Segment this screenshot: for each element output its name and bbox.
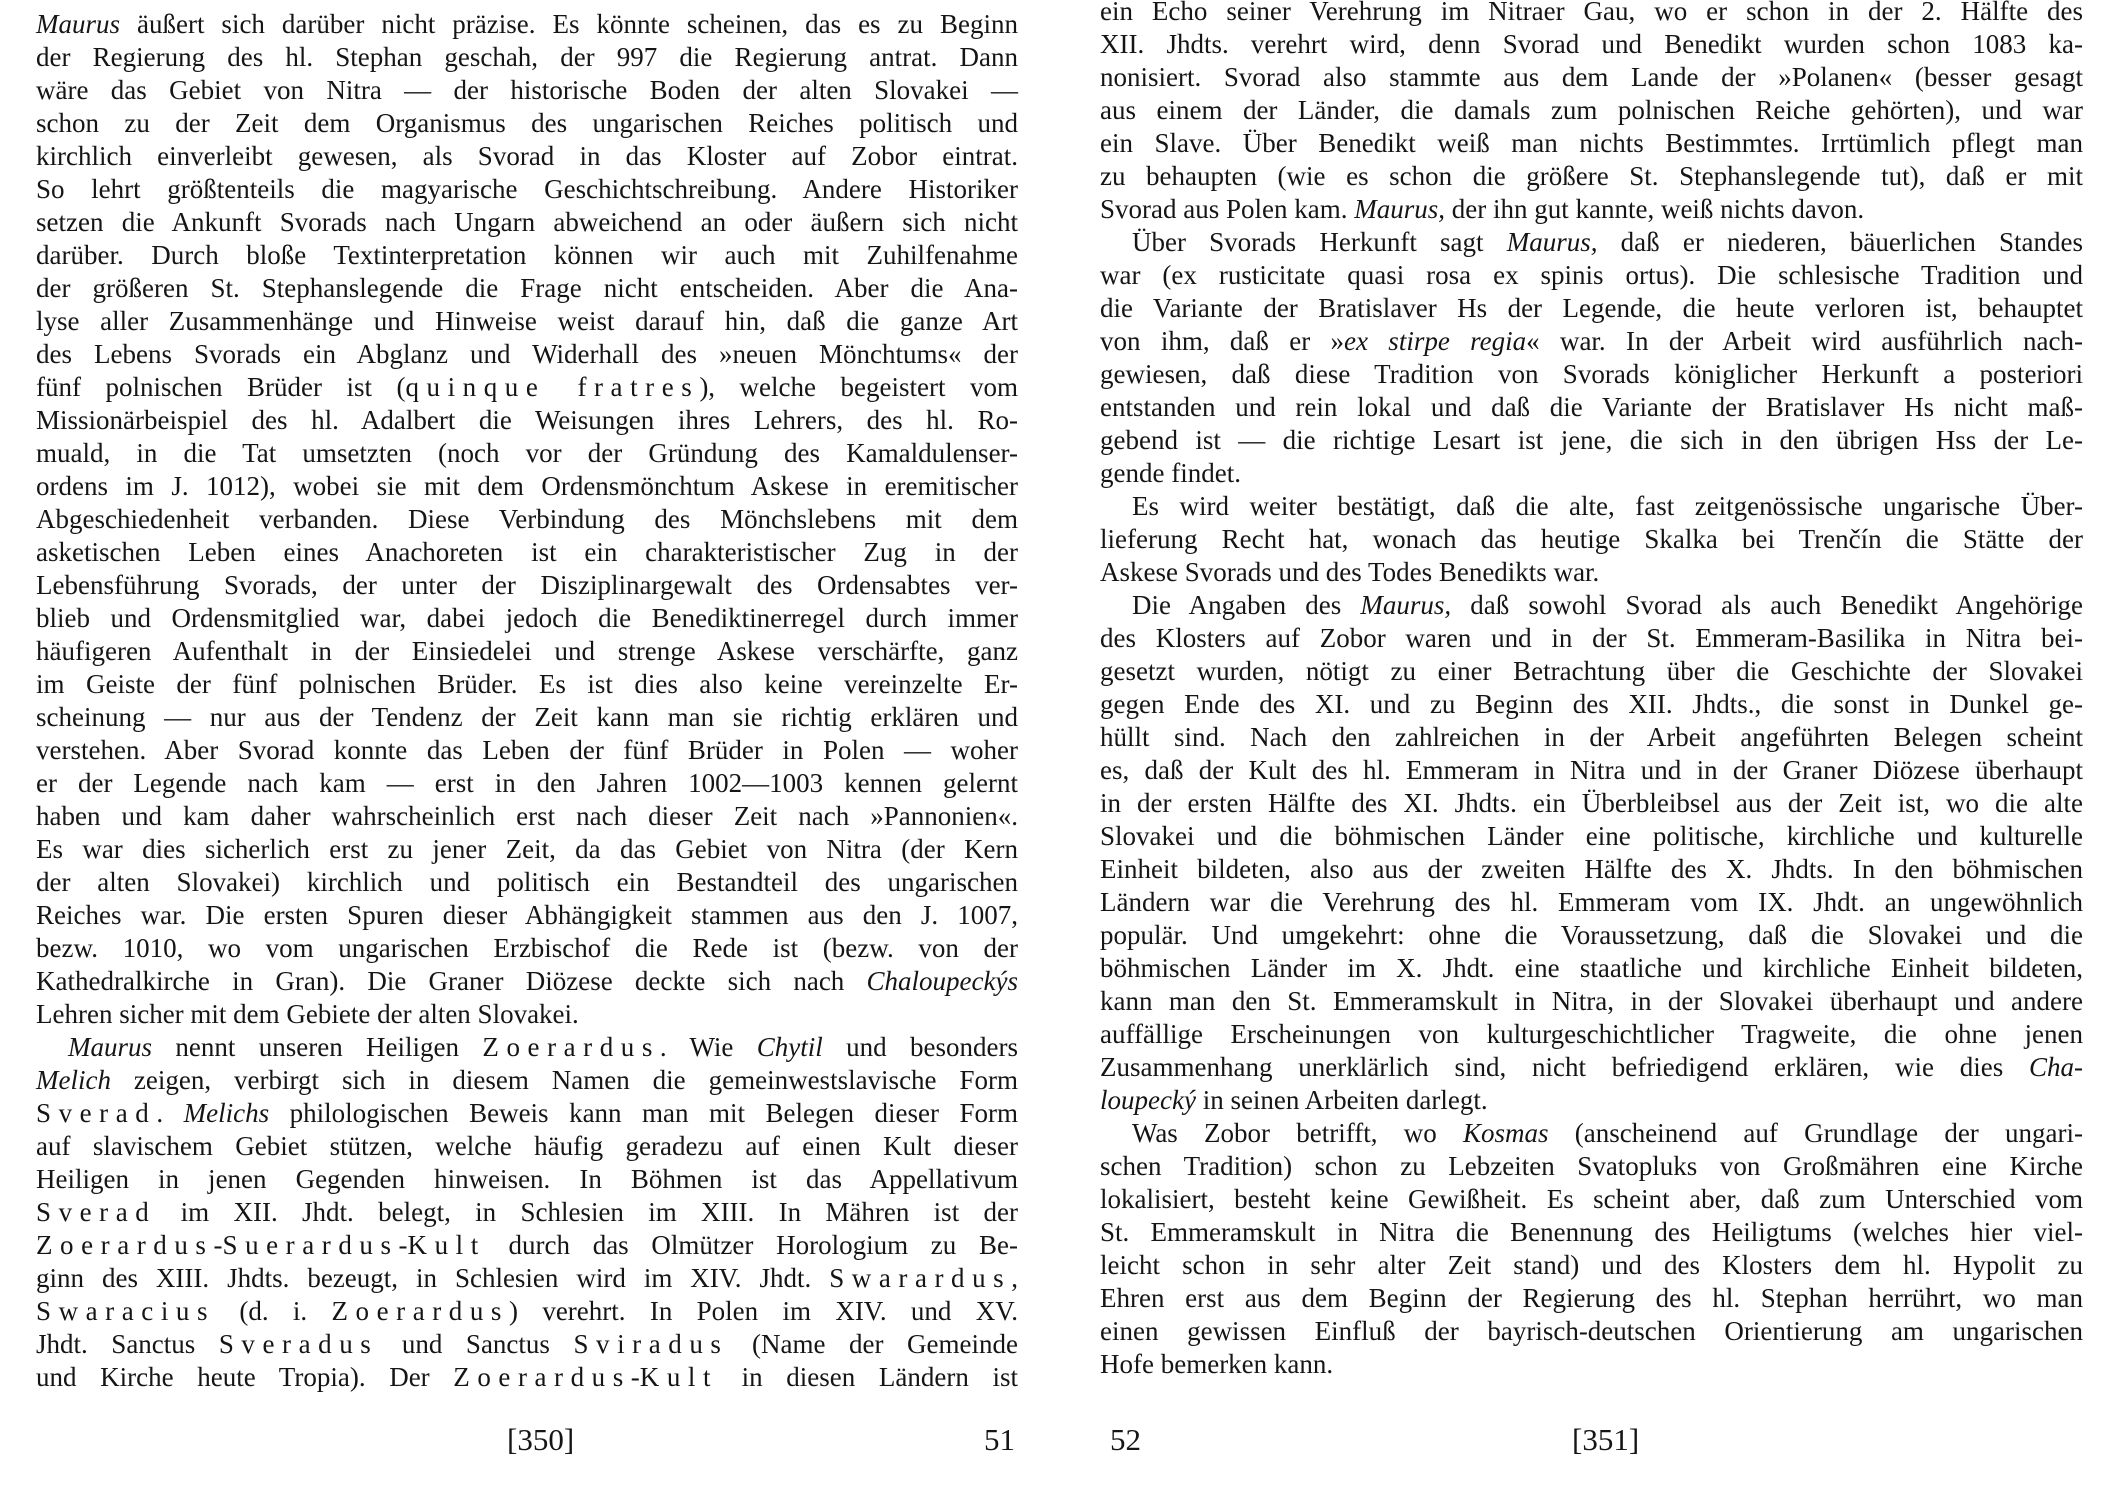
text-run: Zusammenhang unerklärlich sind, nicht befriedigend erklären, wie dies	[1100, 1052, 2029, 1082]
text-run: der alten Slovakei) kirchlich und politisch ein Bestandteil des ungarischen	[36, 867, 1018, 897]
text-run: aus einem der Länder, die damals zum polnischen Reiche gehörten), und war	[1100, 95, 2083, 125]
text-run: die Variante der Bratislaver Hs der Legende, die heute verloren ist, behauptet	[1100, 293, 2083, 323]
text-run: entstanden und rein lokal und daß die Variante der Bratislaver Hs nicht maß-	[1100, 392, 2083, 422]
text-run: gebend ist — die richtige Lesart ist jene, die sich in den übrigen Hss der Le-	[1100, 425, 2083, 455]
text-run: Es war dies sicherlich erst zu jener Zeit, da das Gebiet von Nitra (der Kern	[36, 834, 1018, 864]
italic-text: Maurus	[68, 1032, 153, 1062]
text-line	[1100, 292, 2083, 325]
text-run: war (ex rusticitate quasi rosa ex spinis ortus). Die schlesische Tradition und	[1100, 260, 2083, 290]
paragraph	[1100, 1117, 2083, 1381]
text-run: Über Svorads Herkunft sagt	[1132, 227, 1507, 257]
text-line	[36, 899, 1018, 932]
text-line	[36, 437, 1018, 470]
spaced-text: Zoerardus	[36, 1230, 214, 1260]
text-line	[1100, 919, 2083, 952]
text-line	[1100, 61, 2083, 94]
text-run: So lehrt größtenteils die magyarische Geschichtschreibung. Andere Historiker	[36, 174, 1018, 204]
text-line	[36, 206, 1018, 239]
italic-text: Maurus	[36, 9, 121, 39]
text-run: -	[630, 1362, 640, 1392]
text-line	[1100, 391, 2083, 424]
text-line	[36, 701, 1018, 734]
text-line	[1100, 523, 2083, 556]
text-line	[1100, 1183, 2083, 1216]
text-run: zeigen, verbirgt sich in diesem Namen die gemeinwestslavische Form	[110, 1065, 1018, 1095]
text-run: setzen die Ankunft Svorads nach Ungarn abweichend an oder äußern sich nicht	[36, 207, 1018, 237]
text-run: Einheit bildeten, also aus der zweiten Hälfte des X. Jhdts. In den böhmischen	[1100, 854, 2083, 884]
text-line	[1100, 358, 2083, 391]
text-run: hüllt sind. Nach den zahlreichen in der Arbeit angeführten Belegen scheint	[1100, 722, 2083, 752]
spaced-text: Sverad	[36, 1197, 157, 1227]
text-line	[1100, 1051, 2083, 1084]
text-line	[36, 404, 1018, 437]
text-line	[36, 998, 1018, 1031]
text-run: Was Zobor betrifft, wo	[1132, 1118, 1463, 1148]
spaced-text: Swarardus	[829, 1263, 1012, 1293]
text-run: der größeren St. Stephanslegende die Frage nicht entscheiden. Aber die Ana-	[36, 273, 1018, 303]
text-line	[36, 1361, 1018, 1394]
text-line	[1100, 94, 2083, 127]
left-page-bracket-number: [350]	[507, 1422, 575, 1457]
text-line	[36, 932, 1018, 965]
text-line	[36, 470, 1018, 503]
text-run: wäre das Gebiet von Nitra — der historische Boden der alten Slovakei —	[36, 75, 1018, 105]
text-line	[36, 371, 1018, 404]
text-run: muald, in die Tat umsetzten (noch vor der Gründung des Kamaldulenser-	[36, 438, 1018, 468]
text-run: häufigeren Aufenthalt in der Einsiedelei und strenge Askese verschärfte, ganz	[36, 636, 1018, 666]
text-line	[36, 107, 1018, 140]
text-run: verstehen. Aber Svorad konnte das Leben der fünf Brüder in Polen — woher	[36, 735, 1018, 765]
text-line	[1100, 1150, 2083, 1183]
paragraph	[1100, 490, 2083, 589]
text-run: scheinung — nur aus der Tendenz der Zeit kann man sie richtig erklären und	[36, 702, 1018, 732]
text-run: ordens im J. 1012), wobei sie mit dem Ordensmönchtum Askese in eremitischer	[36, 471, 1018, 501]
text-line	[36, 272, 1018, 305]
text-line	[36, 866, 1018, 899]
text-line	[1100, 820, 2083, 853]
italic-text: Chaloupeckýs	[866, 966, 1018, 996]
paragraph	[1100, 589, 2083, 1117]
paragraph	[36, 1031, 1018, 1394]
text-run: Missionärbeispiel des hl. Adalbert die Weisungen ihres Lehrers, des hl. Ro-	[36, 405, 1018, 435]
text-line	[1100, 490, 2083, 523]
text-line	[1100, 721, 2083, 754]
text-run: in der ersten Hälfte des XI. Jhdts. ein Überbleibsel aus der Zeit ist, wo die alte	[1100, 788, 2083, 818]
italic-text: Maurus,	[1354, 194, 1445, 224]
text-line	[1100, 457, 2083, 490]
text-line	[1100, 1216, 2083, 1249]
text-run: Es wird weiter bestätigt, daß die alte, fast zeitgenössische ungarische Über-	[1132, 491, 2083, 521]
text-line	[1100, 985, 2083, 1018]
text-run: -	[213, 1230, 223, 1260]
text-run: einen gewissen Einfluß der bayrisch-deutschen Orientierung am ungarischen	[1100, 1316, 2083, 1346]
text-run: äußert sich darüber nicht präzise. Es könnte scheinen, das es zu Beginn	[120, 9, 1018, 39]
text-run: Ländern war die Verehrung des hl. Emmeram vom IX. Jhdt. an ungewöhnlich	[1100, 887, 2083, 917]
text-run: Svorad aus Polen kam.	[1100, 194, 1355, 224]
text-line	[1100, 589, 2083, 622]
italic-text: Maurus,	[1360, 590, 1452, 620]
text-line	[1100, 1249, 2083, 1282]
text-run: Lebensführung Svorads, der unter der Disziplinargewalt des Ordensabtes ver-	[36, 570, 1018, 600]
text-run: (d. i.	[215, 1296, 332, 1326]
text-run: im XII. Jhdt. belegt, in Schlesien im XIII. In Mähren ist der	[156, 1197, 1018, 1227]
text-line	[1100, 259, 2083, 292]
text-line	[1100, 0, 2083, 28]
text-run: in seinen Arbeiten darlegt.	[1195, 1085, 1488, 1115]
italic-text: Chytil	[756, 1032, 823, 1062]
text-line	[1100, 1084, 2083, 1117]
text-run: und Sanctus	[378, 1329, 574, 1359]
text-line	[36, 1031, 1018, 1064]
italic-text: loupecký	[1100, 1085, 1196, 1115]
right-page-body	[1100, 0, 2083, 1381]
text-line	[36, 173, 1018, 206]
text-line	[1100, 127, 2083, 160]
text-run: fünf polnischen Brüder ist (	[36, 372, 406, 402]
text-line	[36, 1163, 1018, 1196]
italic-text: Maurus,	[1506, 227, 1598, 257]
text-line	[36, 8, 1018, 41]
spaced-text: Kult	[639, 1362, 719, 1392]
text-run: St. Emmeramskult in Nitra die Benennung des Heiligtums (welches hier viel-	[1100, 1217, 2083, 1247]
left-page-number: 51	[984, 1422, 1015, 1457]
text-line	[1100, 787, 2083, 820]
text-run: asketischen Leben eines Anachoreten ist ein charakteristischer Zug in der	[36, 537, 1018, 567]
text-run: XII. Jhdts. verehrt wird, denn Svorad und Benedikt wurden schon 1083 ka-	[1100, 29, 2083, 59]
text-line	[36, 1295, 1018, 1328]
text-line	[1100, 160, 2083, 193]
text-run: -	[398, 1230, 408, 1260]
text-line	[36, 1229, 1018, 1262]
text-run: leicht schon in sehr alter Zeit stand) und des Klosters dem hl. Hypolit zu	[1100, 1250, 2083, 1280]
text-line	[36, 1328, 1018, 1361]
text-line	[36, 635, 1018, 668]
text-line	[36, 569, 1018, 602]
spaced-text: Sveradus	[218, 1329, 379, 1359]
spaced-text: quinque fratres	[405, 372, 700, 402]
spaced-text: Zoerardus	[453, 1362, 631, 1392]
text-run: nennt unseren Heiligen	[152, 1032, 483, 1062]
text-run: « war. In der Arbeit wird ausführlich nach-	[1526, 326, 2083, 356]
text-line	[1100, 226, 2083, 259]
text-line	[36, 734, 1018, 767]
text-line	[36, 1130, 1018, 1163]
text-run: Slovakei und die böhmischen Länder eine politische, kirchliche und kulturelle	[1100, 821, 2083, 851]
text-run: daß sowohl Svorad als auch Benedikt Angehörige	[1451, 590, 2083, 620]
text-run: darüber. Durch bloße Textinterpretation können wir auch mit Zuhilfenahme	[36, 240, 1018, 270]
spaced-text: Swaracius	[36, 1296, 216, 1326]
text-run: des Lebens Svorads ein Abglanz und Widerhall des »neuen Mönchtums« der	[36, 339, 1018, 369]
italic-text: Kosmas	[1462, 1118, 1549, 1148]
italic-text: ex stirpe regia	[1344, 326, 1527, 356]
text-line	[1100, 424, 2083, 457]
text-run: Heiligen in jenen Gegenden hinweisen. In Böhmen ist das Appellativum	[36, 1164, 1018, 1194]
text-run: populär. Und umgekehrt: ohne die Voraussetzung, daß die Slovakei und die	[1100, 920, 2083, 950]
text-run: der Regierung des hl. Stephan geschah, der 997 die Regierung antrat. Dann	[36, 42, 1018, 72]
text-run: gende findet.	[1100, 458, 1241, 488]
spaced-text: Zoerardus	[331, 1296, 509, 1326]
text-run: . Wie	[659, 1032, 757, 1062]
text-line	[1100, 1018, 2083, 1051]
text-run: ), welche begeistert vom	[699, 372, 1018, 402]
text-line	[1100, 325, 2083, 358]
italic-text: Cha-	[2029, 1052, 2083, 1082]
text-run: daß er niederen, bäuerlichen Standes	[1597, 227, 2083, 257]
text-run: philologischen Beweis kann man mit Belegen dieser Form	[269, 1098, 1018, 1128]
text-run: ein Slave. Über Benedikt weiß man nichts Bestimmtes. Irrtümlich pflegt man	[1100, 128, 2083, 158]
text-line	[1100, 853, 2083, 886]
text-line	[36, 503, 1018, 536]
paragraph	[1100, 0, 2083, 226]
text-line	[1100, 1282, 2083, 1315]
text-run: lieferung Recht hat, wonach das heutige Skalka bei Trenčín die Stätte der	[1100, 524, 2083, 554]
text-run: böhmischen Länder im X. Jhdt. eine staatliche und kirchliche Einheit bildeten,	[1100, 953, 2083, 983]
text-run: ginn des XIII. Jhdts. bezeugt, in Schlesien wird im XIV. Jhdt.	[36, 1263, 830, 1293]
text-run: Ehren erst aus dem Beginn der Regierung des hl. Stephan herrührt, wo man	[1100, 1283, 2083, 1313]
text-line	[36, 140, 1018, 173]
italic-text: Melichs	[183, 1098, 270, 1128]
text-run: auf slavischem Gebiet stützen, welche häufig geradezu auf einen Kult dieser	[36, 1131, 1018, 1161]
text-line	[36, 965, 1018, 998]
text-line	[36, 239, 1018, 272]
text-line	[36, 536, 1018, 569]
text-run: Kathedralkirche in Gran). Die Graner Diözese deckte sich nach	[36, 966, 867, 996]
text-line	[36, 41, 1018, 74]
text-line	[1100, 952, 2083, 985]
text-run: durch das Olmützer Horologium zu Be-	[485, 1230, 1018, 1260]
text-run: Lehren sicher mit dem Gebiete der alten Slovakei.	[36, 999, 579, 1029]
text-line	[36, 338, 1018, 371]
text-line	[1100, 622, 2083, 655]
italic-text: Melich	[36, 1065, 111, 1095]
text-run: ) verehrt. In Polen im XIV. und XV.	[509, 1296, 1018, 1326]
text-line	[36, 1262, 1018, 1295]
text-run: gegen Ende des XI. und zu Beginn des XII. Jhdts., die sonst in Dunkel ge-	[1100, 689, 2083, 719]
text-run: Reiches war. Die ersten Spuren dieser Abhängigkeit stammen aus den J. 1007,	[36, 900, 1018, 930]
text-line	[1100, 1315, 2083, 1348]
text-run: er der Legende nach kam — erst in den Jahren 1002—1003 kennen gelernt	[36, 768, 1018, 798]
spaced-text: Zoerardus	[482, 1032, 660, 1062]
text-run: Jhdt. Sanctus	[36, 1329, 219, 1359]
text-run: kirchlich einverleibt gewesen, als Svorad in das Kloster auf Zobor eintrat.	[36, 141, 1018, 171]
spaced-text: Suerardus	[222, 1230, 399, 1260]
text-run: Askese Svorads und des Todes Benedikts war.	[1100, 557, 1600, 587]
text-line	[36, 1064, 1018, 1097]
left-page-body	[36, 8, 1018, 1394]
right-page-number: 52	[1110, 1422, 1141, 1457]
text-run: ein Echo seiner Verehrung im Nitraer Gau, wo er schon in der 2. Hälfte des	[1100, 0, 2083, 26]
text-run: .	[156, 1098, 184, 1128]
text-line	[36, 767, 1018, 800]
text-run: und Kirche heute Tropia). Der	[36, 1362, 454, 1392]
text-run: in diesen Ländern ist	[718, 1362, 1018, 1392]
paragraph	[1100, 226, 2083, 490]
text-line	[1100, 1117, 2083, 1150]
text-line	[36, 800, 1018, 833]
text-line	[36, 1196, 1018, 1229]
text-line	[1100, 688, 2083, 721]
text-line	[1100, 1348, 2083, 1381]
text-run: lokalisiert, besteht keine Gewißheit. Es scheint aber, daß zum Unterschied vom	[1100, 1184, 2083, 1214]
text-run: auffällige Erscheinungen von kulturgeschichtlicher Tragweite, die ohne jenen	[1100, 1019, 2083, 1049]
text-run: von ihm, daß er »	[1100, 326, 1345, 356]
text-run: es, daß der Kult des hl. Emmeram in Nitra und in der Graner Diözese überhaupt	[1100, 755, 2083, 785]
text-run: kann man den St. Emmeramskult in Nitra, in der Slovakei überhaupt und andere	[1100, 986, 2083, 1016]
text-run: Die Angaben des	[1132, 590, 1361, 620]
text-run: blieb und Ordensmitglied war, dabei jedoch die Benediktinerregel durch immer	[36, 603, 1018, 633]
text-line	[1100, 754, 2083, 787]
text-line	[36, 833, 1018, 866]
text-run: zu behaupten (wie es schon die größere St. Stephanslegende tut), daß er mit	[1100, 161, 2083, 191]
text-run: lyse aller Zusammenhänge und Hinweise weist darauf hin, daß die ganze Art	[36, 306, 1018, 336]
right-page-bracket-number: [351]	[1572, 1422, 1640, 1457]
text-run: schon zu der Zeit dem Organismus des ungarischen Reiches politisch und	[36, 108, 1018, 138]
text-run: ,	[1011, 1263, 1018, 1293]
text-run: Hofe bemerken kann.	[1100, 1349, 1334, 1379]
text-run: im Geiste der fünf polnischen Brüder. Es ist dies also keine vereinzelte Er-	[36, 669, 1018, 699]
text-run: und besonders	[822, 1032, 1018, 1062]
text-line	[1100, 193, 2083, 226]
text-run: der ihn gut kannte, weiß nichts davon.	[1445, 194, 1865, 224]
text-line	[1100, 556, 2083, 589]
text-run: (Name der Gemeinde	[728, 1329, 1018, 1359]
text-run: schen Tradition) schon zu Lebzeiten Svatopluks von Großmähren eine Kirche	[1100, 1151, 2083, 1181]
text-run: bezw. 1010, wo vom ungarischen Erzbischof die Rede ist (bezw. von der	[36, 933, 1018, 963]
text-line	[36, 602, 1018, 635]
text-line	[36, 305, 1018, 338]
text-run: gewiesen, daß diese Tradition von Svorads königlicher Herkunft a posteriori	[1100, 359, 2083, 389]
text-run: gesetzt wurden, nötigt zu einer Betrachtung über die Geschichte der Slovakei	[1100, 656, 2083, 686]
text-line	[36, 1097, 1018, 1130]
spaced-text: Sviradus	[573, 1329, 729, 1359]
text-line	[36, 74, 1018, 107]
text-line	[1100, 655, 2083, 688]
text-line	[36, 668, 1018, 701]
paragraph	[36, 8, 1018, 1031]
text-line	[1100, 28, 2083, 61]
spaced-text: Sverad	[36, 1098, 157, 1128]
text-run: des Klosters auf Zobor waren und in der St. Emmeram-Basilika in Nitra bei-	[1100, 623, 2083, 653]
text-run: (anscheinend auf Grundlage der ungari-	[1548, 1118, 2083, 1148]
text-line	[1100, 886, 2083, 919]
spaced-text: Kult	[407, 1230, 486, 1260]
text-run: nonisiert. Svorad also stammte aus dem Lande der »Polanen« (besser gesagt	[1100, 62, 2083, 92]
text-run: Abgeschiedenheit verbanden. Diese Verbindung des Mönchslebens mit dem	[36, 504, 1018, 534]
text-run: haben und kam daher wahrscheinlich erst nach dieser Zeit nach »Pannonien«.	[36, 801, 1018, 831]
